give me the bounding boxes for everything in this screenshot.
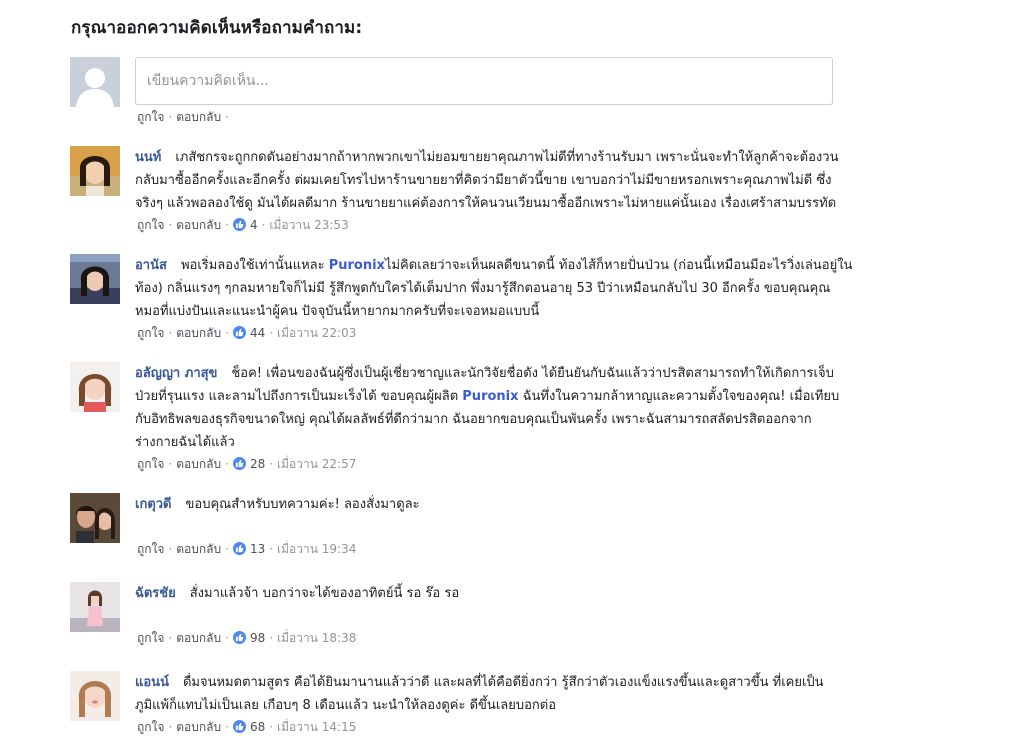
comment-body (135, 671, 855, 734)
like-count: 68 (249, 720, 266, 734)
reply-link[interactable]: ตอบกลับ (176, 326, 222, 340)
like-link[interactable]: ถูกใจ (137, 542, 165, 556)
avatar[interactable] (70, 582, 120, 632)
separator-dot: · (168, 110, 173, 124)
separator-dot: · (269, 326, 274, 340)
comment-body (135, 254, 855, 340)
comment-actions (135, 326, 855, 340)
separator-dot: · (225, 542, 229, 556)
thumbs-up-icon (233, 542, 246, 555)
separator-dot: · (225, 218, 229, 232)
like-count: 28 (249, 457, 266, 471)
default-avatar-icon (70, 57, 120, 107)
like-count: 44 (249, 326, 266, 340)
separator-dot: · (269, 631, 274, 645)
reply-link[interactable]: ตอบกลับ (176, 457, 222, 471)
like-link[interactable]: ถูกใจ (137, 218, 165, 232)
comment-timestamp[interactable]: เมื่อวาน 22:57 (277, 457, 357, 471)
separator-dot: · (269, 720, 274, 734)
avatar[interactable] (70, 146, 120, 196)
comment-author[interactable]: เกตุวดี (135, 497, 172, 512)
comment-timestamp[interactable]: เมื่อวาน 23:53 (269, 218, 349, 232)
like-link[interactable]: ถูกใจ (137, 326, 165, 340)
compose-reply-link[interactable]: ตอบกลับ (176, 110, 222, 124)
like-count: 13 (249, 542, 266, 556)
separator-dot: · (225, 720, 229, 734)
compose-like-link[interactable]: ถูกใจ (137, 110, 165, 124)
comment-actions (135, 631, 855, 645)
comment-author[interactable]: นนท์ (135, 150, 162, 165)
like-link[interactable]: ถูกใจ (137, 457, 165, 471)
comment-author[interactable]: อานัส (135, 258, 167, 273)
comment-message: เภสัชกรจะถูกกดดันอย่างมากถ้าหากพวกเขาไม่ยอมขายยาคุณภาพไม่ดีที่ทางร้านรับมา เพราะนั่นจะทำให้ลูกค้าจะต้องวนกลับมาซื้ออีกครั้งและอีกครั้ง ต่ผมเคยโทรไปหาร้านขายยาที่คิดว่ามียาตัวนี้ขาย เขาบอกว่าไม่มีขายหรอกเพราะคุณภาพไม่ดี ซึ่งจริงๆ แล้วพอลองใช้ดู มันได้ผลดีมาก ร้านขายยาแค่ต้องการให้คนวนเวียนมาซื้ออีกเพราะไม่หายแค่นั้นเอง เรื่องเศร้าสามบรรทัด (135, 150, 839, 211)
thumbs-up-icon (233, 326, 246, 339)
comment-message: ดื่มจนหมดตามสูตร คือได้ยินมานานแล้วว่าดี และผลที่ได้คือดียิ่งกว่า รู้สึกว่าตัวเองแข็งแรงขึ้นและดูสาวขึ้น ที่เคยเป็นภูมิแพ้ก็แทบไม่เป็นเลย เกือบๆ 8 เดือนแล้ว นะนำให้ลองดูค่ะ ดีขึ้นเลยบอกต่อ (135, 675, 824, 713)
separator-dot: · (225, 110, 229, 124)
separator-dot: · (168, 542, 173, 556)
reply-link[interactable]: ตอบกลับ (176, 631, 222, 645)
like-count: 4 (249, 218, 258, 232)
like-count: 98 (249, 631, 266, 645)
separator-dot: · (225, 631, 229, 645)
comment-text (135, 493, 855, 516)
thumbs-up-icon (233, 218, 246, 231)
comment-body (135, 362, 855, 471)
separator-dot: · (168, 218, 173, 232)
avatar[interactable] (70, 493, 120, 543)
comment-body (135, 146, 855, 232)
comment-input[interactable] (135, 57, 833, 105)
comment-timestamp[interactable]: เมื่อวาน 22:03 (277, 326, 357, 340)
comment-message-end: ไม่คิดเลยว่าจะเห็นผลดีขนาดนี้ ท้องไส้ก็หายปั่นป่วน (ก่อนนี้เหมือนมีอะไรวิ่งเล่นอยู่ในท้อง) กลิ่นแรงๆ ๆกลมหายใจก็ไม่มี รู้สึกพูดกับใครได้เต็มปาก พึ่งมารู้สึกตอนอายุ 53 ปีว่าเหมือนกลับไป 30 อีกครั้ง ขอบคุณคุณหมอที่แบ่งปันและแนะนำผู้คน ปัจจุบันนี้หายากมากครับที่จะเจอหมอแบบนี้ (135, 258, 853, 319)
separator-dot: · (168, 631, 173, 645)
comment-timestamp[interactable]: เมื่อวาน 14:15 (277, 720, 357, 734)
compose-actions (137, 110, 233, 124)
reply-link[interactable]: ตอบกลับ (176, 542, 222, 556)
comment-author[interactable]: อลัญญา ภาสุข (135, 366, 218, 381)
comment-actions (135, 457, 855, 471)
avatar[interactable] (70, 671, 120, 721)
comment-text (135, 254, 855, 323)
brand-name: Puronix (462, 389, 519, 404)
comment-actions (135, 720, 855, 734)
comment-text (135, 362, 855, 454)
separator-dot: · (269, 542, 274, 556)
like-link[interactable]: ถูกใจ (137, 631, 165, 645)
separator-dot: · (225, 457, 229, 471)
avatar[interactable] (70, 254, 120, 304)
separator-dot: · (225, 326, 229, 340)
comment-body (135, 582, 855, 645)
thumbs-up-icon (233, 457, 246, 470)
reply-link[interactable]: ตอบกลับ (176, 720, 222, 734)
brand-name: Puronix (328, 258, 385, 273)
comment-message: ขอบคุณสำหรับบทความค่ะ! ลองสั่งมาดูละ (185, 497, 420, 512)
reply-link[interactable]: ตอบกลับ (176, 218, 222, 232)
separator-dot: · (168, 326, 173, 340)
comment-message-end: ฉันทึ่งในความกล้าหาญและความตั้งใจของคุณ! เมื่อเทียบกับอิทธิพลของธุรกิจขนาดใหญ่ คุณได้ผลลัพธ์ที่ดีกว่ามาก ฉันอยากขอบคุณเป็นพันครั้ง เพราะฉันสามารถสลัดปรสิตออกจากร่างกายฉันได้แล้ว (135, 389, 840, 450)
comment-actions (135, 218, 855, 232)
comment-body (135, 493, 855, 556)
comment-text (135, 582, 855, 605)
comment-message-start: ช็อค! เพื่อนของฉันผู้ซึ่งเป็นผู้เชี่ยวชาญและนักวิจัยชื่อดัง ได้ยืนยันกับฉันแล้วว่าปรสิตสามารถทำให้เกิดการเจ็บป่วยที่รุนแรง และลามไปถึงการเป็นมะเร็งได้ ขอบคุณผู้ผลิต (135, 366, 834, 404)
comment-text (135, 671, 855, 717)
separator-dot: · (269, 457, 274, 471)
comment-timestamp[interactable]: เมื่อวาน 18:38 (277, 631, 357, 645)
comment-text (135, 146, 855, 215)
separator-dot: · (168, 457, 173, 471)
comment-actions (135, 542, 855, 556)
separator-dot: · (261, 218, 266, 232)
comment-timestamp[interactable]: เมื่อวาน 19:34 (277, 542, 357, 556)
avatar[interactable] (70, 362, 120, 412)
separator-dot: · (168, 720, 173, 734)
comments-heading: กรุณาออกความคิดเห็นหรือถามคำถาม: (71, 18, 363, 38)
comment-message: สั่งมาแล้วจ้า บอกว่าจะได้ของอาทิตย์นี้ รอ ร๊อ รอ (189, 586, 460, 601)
comment-message-start: พอเริ่มลองใช้เท่านั้นแหละ (180, 258, 329, 273)
thumbs-up-icon (233, 720, 246, 733)
like-link[interactable]: ถูกใจ (137, 720, 165, 734)
comment-author[interactable]: ฉัตรชัย (135, 586, 176, 601)
comment-author[interactable]: แอนน์ (135, 675, 169, 690)
thumbs-up-icon (233, 631, 246, 644)
